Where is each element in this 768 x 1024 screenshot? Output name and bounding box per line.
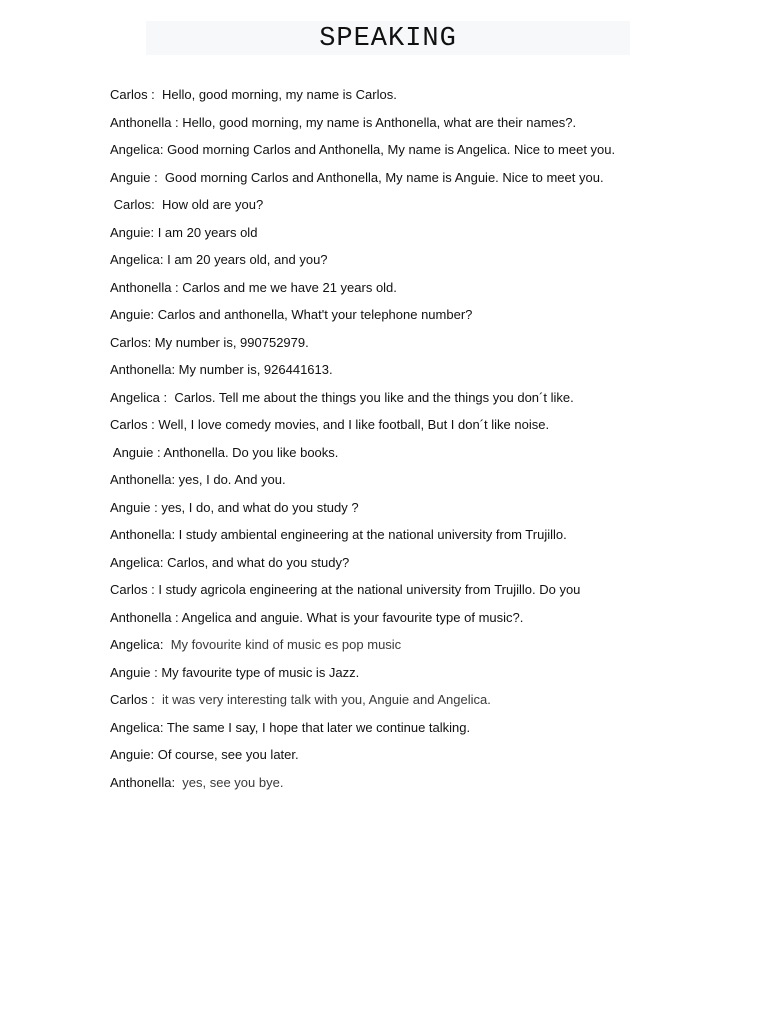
speech-text: My favourite type of music is Jazz.	[157, 664, 360, 680]
dialogue-line	[110, 140, 670, 168]
dialogue-line	[110, 498, 670, 526]
speaker-name: Carlos :	[110, 582, 155, 597]
speaker-name: Carlos:	[110, 197, 155, 212]
dialogue-line	[110, 553, 670, 581]
speaker-name: Anguie:	[110, 307, 155, 322]
speaker-name: Angelica:	[110, 637, 164, 652]
dialogue-line	[110, 690, 670, 718]
speech-text: yes, I do, and what do you study ?	[157, 499, 359, 515]
speech-text: Carlos, and what do you study?	[163, 554, 350, 570]
dialogue-line	[110, 580, 670, 608]
speaker-name: Anguie :	[110, 444, 161, 460]
speaker-name: Anthonella :	[110, 114, 179, 130]
dialogue-line	[110, 168, 670, 196]
page-title: SPEAKING	[319, 24, 457, 54]
dialogue-line	[110, 250, 670, 278]
speaker-name: Anthonella:	[110, 472, 176, 487]
dialogue-line	[110, 470, 670, 498]
speech-text: How old are you?	[154, 197, 264, 212]
dialogue-line	[110, 113, 670, 141]
speaker-name: Carlos :	[110, 692, 155, 707]
speech-text: Carlos and anthonella, What't your telephone number?	[154, 307, 473, 322]
speech-text: Good morning Carlos and Anthonella, My name is Angelica. Nice to meet you.	[163, 142, 616, 157]
dialogue-line	[110, 608, 670, 636]
speaker-name: Angelica:	[110, 252, 164, 267]
speech-text: Carlos and me we have 21 years old.	[178, 279, 397, 295]
speech-text: Carlos. Tell me about the things you like and the things you don´t like.	[167, 389, 574, 405]
dialogue-line	[110, 663, 670, 691]
speech-text: The same I say, I hope that later we continue talking.	[163, 719, 471, 735]
dialogue-line	[110, 415, 670, 443]
speech-text: I am 20 years old	[154, 224, 258, 240]
speech-text: Hello, good morning, my name is Carlos.	[154, 87, 397, 102]
dialogue-line	[110, 718, 670, 746]
speech-text: Anthonella. Do you like books.	[160, 444, 339, 460]
speech-text: My fovourite kind of music es pop music	[163, 637, 402, 652]
speaker-name: Anguie :	[110, 499, 158, 515]
speaker-name: Carlos :	[110, 417, 155, 432]
speaker-name: Carlos :	[110, 87, 155, 102]
dialogue-line	[110, 635, 670, 663]
dialogue-line	[110, 333, 670, 361]
speech-text: My number is, 990752979.	[151, 334, 309, 350]
dialogue-body	[110, 85, 670, 800]
speech-text: yes, see you bye.	[175, 774, 284, 790]
dialogue-line	[110, 360, 670, 388]
dialogue-line	[110, 745, 670, 773]
speaker-name: Angelica:	[110, 554, 164, 570]
speech-text: yes, I do. And you.	[175, 472, 286, 487]
speaker-name: Anthonella :	[110, 279, 179, 295]
dialogue-line	[110, 388, 670, 416]
speech-text: it was very interesting talk with you, Anguie and Angelica.	[154, 692, 491, 707]
dialogue-line	[110, 85, 670, 113]
speech-text: Hello, good morning, my name is Anthonella, what are their names?.	[178, 114, 577, 130]
speech-text: Good morning Carlos and Anthonella, My name is Anguie. Nice to meet you.	[157, 169, 604, 185]
dialogue-line	[110, 223, 670, 251]
speech-text: I study ambiental engineering at the national university from Trujillo.	[175, 527, 567, 542]
speaker-name: Anthonella :	[110, 609, 179, 625]
dialogue-line	[110, 773, 670, 801]
speaker-name: Angelica:	[110, 719, 164, 735]
speaker-name: Anguie:	[110, 224, 155, 240]
speaker-name: Anguie :	[110, 664, 158, 680]
speech-text: Of course, see you later.	[154, 747, 299, 762]
speaker-name: Anthonella:	[110, 527, 176, 542]
speech-text: Well, I love comedy movies, and I like football, But I don´t like noise.	[154, 417, 550, 432]
speech-text: I am 20 years old, and you?	[163, 252, 328, 267]
dialogue-line	[110, 195, 670, 223]
speaker-name: Anthonella:	[110, 362, 176, 377]
speaker-name: Angelica :	[110, 389, 168, 405]
title-banner	[146, 21, 630, 55]
speaker-name: Anthonella:	[110, 774, 176, 790]
dialogue-line	[110, 278, 670, 306]
dialogue-line	[110, 525, 670, 553]
speech-text: My number is, 926441613.	[175, 362, 333, 377]
dialogue-line	[110, 305, 670, 333]
speaker-name: Anguie:	[110, 747, 155, 762]
speaker-name: Carlos:	[110, 334, 152, 350]
dialogue-line	[110, 443, 670, 471]
speech-text: Angelica and anguie. What is your favourite type of music?.	[178, 609, 524, 625]
speaker-name: Anguie :	[110, 169, 158, 185]
speech-text: I study agricola engineering at the national university from Trujillo. Do you	[154, 582, 581, 597]
speaker-name: Angelica:	[110, 142, 164, 157]
